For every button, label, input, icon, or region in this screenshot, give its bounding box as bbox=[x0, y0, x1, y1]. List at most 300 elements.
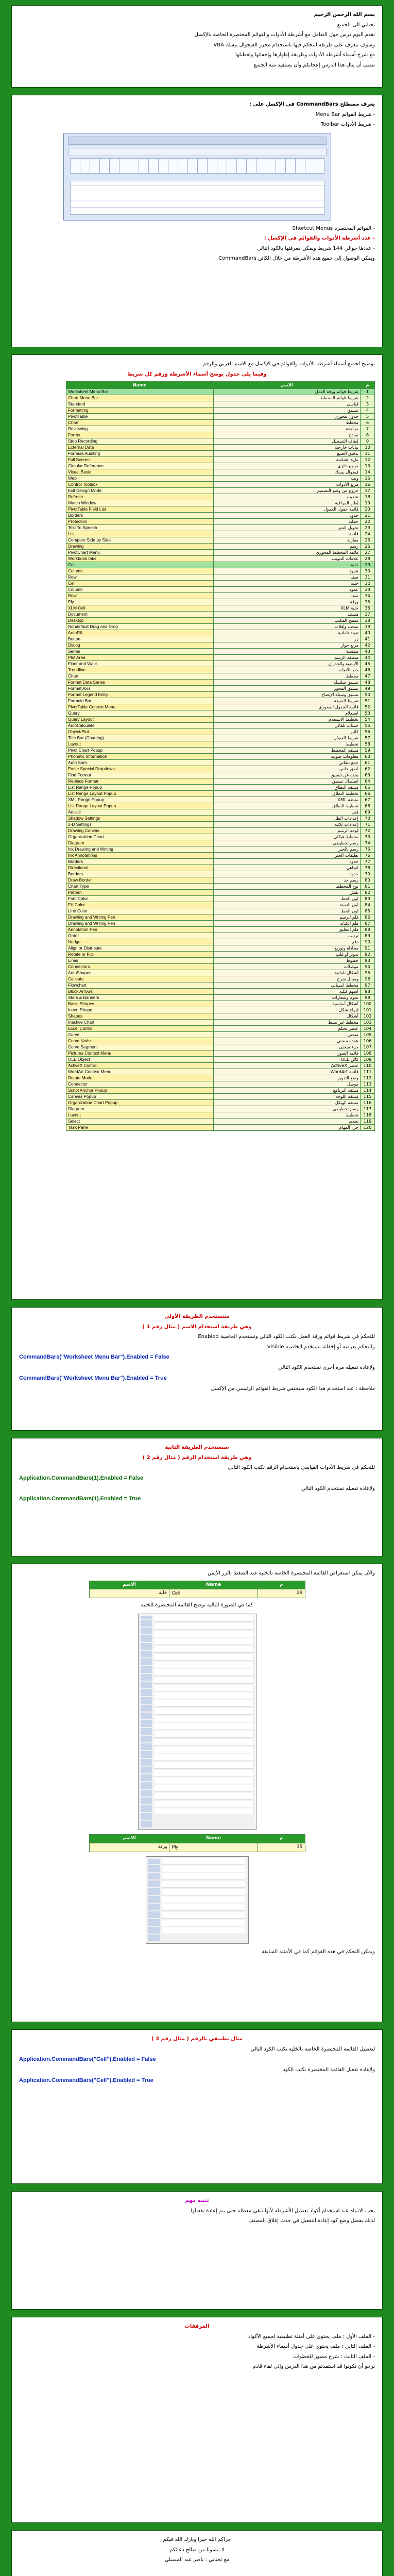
row-number: 13 bbox=[361, 463, 375, 469]
row-number: 12 bbox=[361, 457, 375, 463]
row-english-name: Compare Side by Side bbox=[66, 537, 214, 544]
row-number: 85 bbox=[361, 908, 375, 914]
row-english-name: Cell bbox=[66, 581, 214, 587]
menu-item-placeholder bbox=[154, 1808, 253, 1815]
row-english-name: Paste Special Dropdown bbox=[66, 766, 214, 772]
row-number: 89 bbox=[361, 933, 375, 939]
method3-code-2: Application.CommandBars("Cell").Enabled = True bbox=[19, 2077, 153, 2083]
table-row bbox=[66, 636, 375, 642]
row-english-name: Task Pane bbox=[66, 1125, 214, 1131]
row-english-name: Nudge bbox=[66, 939, 214, 945]
row-english-name: Borders bbox=[66, 513, 214, 519]
table-row bbox=[66, 568, 375, 574]
shortcut-intro: والآن يمكن استعراض القائمة المختصرة الخاصة بالخلية عند الضغط بالزر الأيمن bbox=[207, 1570, 375, 1576]
table-row bbox=[66, 1112, 375, 1118]
row-number: 57 bbox=[361, 735, 375, 741]
row-number: 30 bbox=[361, 568, 375, 574]
row-number: 19 bbox=[361, 500, 375, 506]
table-row bbox=[66, 525, 375, 531]
row-number: 42 bbox=[361, 642, 375, 649]
header-num: م bbox=[361, 382, 375, 389]
row-english-name: Inactive Chart bbox=[66, 1020, 214, 1026]
row-arabic-name: قلم الكتابة bbox=[213, 921, 361, 927]
table-row bbox=[66, 989, 375, 995]
row-english-name: Annotation Pen bbox=[66, 927, 214, 933]
row-english-name: Format Data Series bbox=[66, 680, 214, 686]
table-row bbox=[66, 519, 375, 525]
table-row bbox=[66, 401, 375, 408]
table-row bbox=[66, 1038, 375, 1044]
row-arabic-name: رسم بالحبر bbox=[213, 846, 361, 853]
row-number: 102 bbox=[361, 1013, 375, 1020]
row-arabic-name: تحديث bbox=[213, 494, 361, 500]
shortcut-caption: كما في الصورة التالية توضح القائمة المختصرة للخلية bbox=[141, 1602, 253, 1608]
row-english-name: Standard bbox=[66, 401, 214, 408]
row-english-name: Control Toolbox bbox=[66, 482, 214, 488]
row-number: 117 bbox=[361, 1106, 375, 1112]
menu-item-placeholder bbox=[154, 1785, 253, 1792]
names-table-block bbox=[11, 354, 383, 1300]
intro-line-1: نقدم اليوم درس حول التعامل مع أشرطة الأدوات والقوائم المختصرة الخاصة بالإكسل bbox=[194, 32, 375, 38]
row-english-name: Nondefault Drag and Drop bbox=[66, 624, 214, 630]
row-arabic-name: أشكال تلقائية bbox=[213, 970, 361, 976]
table-row bbox=[66, 717, 375, 723]
row-number: 101 bbox=[361, 1007, 375, 1013]
table-row bbox=[66, 426, 375, 432]
table-row bbox=[66, 624, 375, 630]
table-row bbox=[66, 544, 375, 550]
row-arabic-name: تحويل النص bbox=[213, 525, 361, 531]
row-english-name: Block Arrows bbox=[66, 989, 214, 995]
row-number: 110 bbox=[361, 1063, 375, 1069]
attachments-block bbox=[11, 2317, 383, 2523]
menu-item-placeholder bbox=[154, 1762, 253, 1769]
mini-header-num: م bbox=[258, 1581, 305, 1589]
menu-item-placeholder bbox=[154, 1638, 253, 1645]
menu-item-placeholder bbox=[162, 1889, 245, 1895]
row-arabic-name: خلية bbox=[213, 581, 361, 587]
row-number: 25 bbox=[361, 537, 375, 544]
row-number: 65 bbox=[361, 785, 375, 791]
table-row bbox=[66, 562, 375, 568]
table-cell: Ply bbox=[169, 1843, 258, 1852]
table-row bbox=[66, 902, 375, 908]
method3-desc2: ولإعادة تفعيل القائمة المختصرة نكتب الكود bbox=[283, 2067, 375, 2073]
table-row bbox=[66, 865, 375, 871]
row-english-name: Series bbox=[66, 649, 214, 655]
row-arabic-name: قائمة الجدول المحوري bbox=[213, 704, 361, 710]
row-english-name: Refresh bbox=[66, 494, 214, 500]
table-row bbox=[66, 463, 375, 469]
row-english-name: Rotate or Flip bbox=[66, 952, 214, 958]
table-row bbox=[66, 822, 375, 828]
row-arabic-name: سطح المكتب bbox=[213, 618, 361, 624]
row-arabic-name: لصق خاص bbox=[213, 766, 361, 772]
row-english-name: Diagram bbox=[66, 840, 214, 846]
row-english-name: PivotTable bbox=[66, 414, 214, 420]
table-row bbox=[66, 537, 375, 544]
row-english-name: Document bbox=[66, 612, 214, 618]
row-arabic-name: سحب وإفلات bbox=[213, 624, 361, 630]
row-english-name: Column bbox=[66, 587, 214, 593]
row-arabic-name: لون الخط bbox=[213, 896, 361, 902]
row-english-name: Find Format bbox=[66, 772, 214, 778]
menu-item-placeholder bbox=[162, 1896, 245, 1903]
table-row bbox=[66, 982, 375, 989]
row-arabic-name: مرجع دائري bbox=[213, 463, 361, 469]
row-number: 77 bbox=[361, 859, 375, 865]
row-english-name: Draw Border bbox=[66, 877, 214, 884]
row-english-name: Pivot Chart Popup bbox=[66, 748, 214, 754]
table-row bbox=[66, 1081, 375, 1088]
row-number: 98 bbox=[361, 989, 375, 995]
table-row bbox=[66, 1069, 375, 1075]
shortcut-note: ويمكن التحكم في هذه القوائم كما في الأمثلة السابقة bbox=[262, 1948, 375, 1955]
types-item-3: - القوائم المختصرة Shortcut Menus bbox=[292, 225, 375, 231]
table-row bbox=[66, 581, 375, 587]
row-english-name: Curve Node bbox=[66, 1038, 214, 1044]
table-row bbox=[66, 884, 375, 890]
row-number: 79 bbox=[361, 871, 375, 877]
table-row bbox=[66, 908, 375, 914]
row-english-name: List Range Popup bbox=[66, 785, 214, 791]
row-english-name: Font Color bbox=[66, 896, 214, 902]
menu-item-placeholder bbox=[154, 1754, 253, 1761]
row-number: 118 bbox=[361, 1112, 375, 1118]
row-english-name: Row bbox=[66, 574, 214, 581]
row-number: 99 bbox=[361, 995, 375, 1001]
row-number: 23 bbox=[361, 525, 375, 531]
row-number: 66 bbox=[361, 791, 375, 797]
row-arabic-name: مخطط غير نشط bbox=[213, 1020, 361, 1026]
row-arabic-name: حدود bbox=[213, 871, 361, 877]
table-row bbox=[66, 778, 375, 785]
row-arabic-name: خلية bbox=[213, 562, 361, 568]
row-english-name: Object/Plot bbox=[66, 729, 214, 735]
row-arabic-name: تخطيط النطاق bbox=[213, 803, 361, 809]
table-row bbox=[66, 791, 375, 797]
row-arabic-name: إيقاف التسجيل bbox=[213, 438, 361, 445]
row-arabic-name: تدقيق الصيغ bbox=[213, 451, 361, 457]
row-arabic-name: منبثقة XML bbox=[213, 797, 361, 803]
table-row bbox=[66, 1007, 375, 1013]
table-row bbox=[66, 871, 375, 877]
row-english-name: Stop Recording bbox=[66, 438, 214, 445]
basmala: بسم الله الرحمن الرحيم bbox=[314, 12, 375, 18]
row-number: 9 bbox=[361, 438, 375, 445]
row-arabic-name: بحث عن تنسيق bbox=[213, 772, 361, 778]
method2-code-1: Application.CommandBars(1).Enabled = False bbox=[19, 1475, 144, 1481]
row-number: 31 bbox=[361, 574, 375, 581]
row-english-name: Organization Chart Popup bbox=[66, 1100, 214, 1106]
menu-item-placeholder bbox=[154, 1700, 253, 1707]
table-row bbox=[66, 506, 375, 513]
row-number: 52 bbox=[361, 704, 375, 710]
row-english-name: Excel Control bbox=[66, 1026, 214, 1032]
row-english-name: Worksheet Menu Bar bbox=[66, 389, 214, 395]
row-arabic-name: مقارنة bbox=[213, 537, 361, 544]
row-arabic-name: مستند bbox=[213, 612, 361, 618]
row-arabic-name: تنسيق وسيلة الإيضاح bbox=[213, 692, 361, 698]
row-number: 81 bbox=[361, 884, 375, 890]
row-arabic-name: الأرضية والجدران bbox=[213, 661, 361, 667]
row-arabic-name: أشكال أساسية bbox=[213, 1001, 361, 1007]
row-number: 8 bbox=[361, 432, 375, 438]
row-number: 11 bbox=[361, 451, 375, 457]
row-number: 50 bbox=[361, 692, 375, 698]
method1-code-label: وللتحكم بعرضه أو إخفائه نستخدم الخاصية Visible bbox=[267, 1344, 375, 1350]
row-english-name: Borders bbox=[66, 859, 214, 865]
table-row bbox=[66, 939, 375, 945]
row-arabic-name: جزء منحنى bbox=[213, 1044, 361, 1050]
row-arabic-name: صف bbox=[213, 574, 361, 581]
row-number: 20 bbox=[361, 506, 375, 513]
row-arabic-name: عنصر ActiveX bbox=[213, 1063, 361, 1069]
row-english-name: Reviewing bbox=[66, 426, 214, 432]
row-number: 119 bbox=[361, 1118, 375, 1125]
method1-code-1: CommandBars("Worksheet Menu Bar").Enabled = False bbox=[19, 1354, 169, 1360]
table-row bbox=[66, 556, 375, 562]
row-number: 36 bbox=[361, 605, 375, 612]
row-number: 120 bbox=[361, 1125, 375, 1131]
row-arabic-name: ملء الشاشة bbox=[213, 457, 361, 463]
row-number: 34 bbox=[361, 593, 375, 599]
row-english-name: Organization Chart bbox=[66, 834, 214, 840]
row-english-name: Floor and Walls bbox=[66, 661, 214, 667]
attachment-item-2: - الملف الثاني : ملف يحتوي على جدول أسماء الأشرطة bbox=[256, 2344, 375, 2349]
row-arabic-name: نوع المخطط bbox=[213, 884, 361, 890]
table-row bbox=[66, 673, 375, 680]
row-english-name: Format Legend Entry bbox=[66, 692, 214, 698]
method2-desc: للتحكم في شريط الأدوات القياسي باستخدام الرقم نكتب الكود التالي bbox=[228, 1465, 375, 1470]
row-number: 39 bbox=[361, 624, 375, 630]
row-number: 49 bbox=[361, 686, 375, 692]
row-english-name: Query bbox=[66, 710, 214, 717]
attachments-title: المرفقات bbox=[184, 2324, 210, 2329]
row-number: 38 bbox=[361, 618, 375, 624]
row-english-name: Cell bbox=[66, 562, 214, 568]
row-number: 7 bbox=[361, 426, 375, 432]
row-arabic-name: نجوم وشعارات bbox=[213, 995, 361, 1001]
row-english-name: XML Range Popup bbox=[66, 797, 214, 803]
row-arabic-name: مخطط bbox=[213, 420, 361, 426]
row-english-name: Chart bbox=[66, 673, 214, 680]
warning-text: يجب الانتباه عند استخدام أكواد تعطيل الأشرطة لأنها تبقى معطلة حتى يتم إعادة تفعيلها bbox=[191, 2208, 375, 2214]
types-count: - عددها حوالي 144 شريط ويمكن معرفتها بالكود التالي bbox=[257, 245, 375, 251]
row-english-name: Ply bbox=[66, 599, 214, 605]
row-arabic-name: مخطط انسيابي bbox=[213, 982, 361, 989]
row-number: 37 bbox=[361, 612, 375, 618]
row-number: 73 bbox=[361, 834, 375, 840]
row-english-name: List Range Layout Popup bbox=[66, 803, 214, 809]
row-english-name: Plot Area bbox=[66, 655, 214, 661]
intro-line-2: وسوف نتعرف على طريقة التحكم فيها باستخدام محرر الفيجوال بيسك VBA bbox=[213, 42, 375, 48]
row-arabic-name: تخطيط bbox=[213, 1112, 361, 1118]
menu-item-placeholder bbox=[154, 1777, 253, 1784]
table-row bbox=[66, 1026, 375, 1032]
table-row bbox=[66, 735, 375, 741]
row-arabic-name: مخطط هيكلي bbox=[213, 834, 361, 840]
intro-block bbox=[11, 5, 383, 88]
row-number: 43 bbox=[361, 649, 375, 655]
row-english-name: Select bbox=[66, 1118, 214, 1125]
row-english-name: OLE Object bbox=[66, 1057, 214, 1063]
types-note: - عدد أشرطة الأدوات والقوائم في الإكسل : bbox=[264, 235, 375, 241]
table-row bbox=[66, 587, 375, 593]
row-number: 90 bbox=[361, 939, 375, 945]
row-arabic-name: تحديد bbox=[213, 1118, 361, 1125]
row-number: 93 bbox=[361, 958, 375, 964]
row-arabic-name: شريط الصيغة bbox=[213, 698, 361, 704]
table-row bbox=[66, 729, 375, 735]
row-english-name: Canvas Popup bbox=[66, 1094, 214, 1100]
row-arabic-name: كائن OLE bbox=[213, 1057, 361, 1063]
row-english-name: Dialog bbox=[66, 642, 214, 649]
table-row bbox=[66, 661, 375, 667]
ply-context-menu-screenshot bbox=[146, 1856, 249, 1944]
row-english-name: Drawing and Writing Pen bbox=[66, 914, 214, 921]
intro-line-3: مع شرح أسماء أشرطة الأدوات وطريقة إظهارها وإخفائها وتعطيلها bbox=[235, 52, 375, 58]
menu-item-placeholder bbox=[154, 1708, 253, 1715]
table-row bbox=[66, 772, 375, 778]
row-number: 116 bbox=[361, 1100, 375, 1106]
row-arabic-name: عمود bbox=[213, 587, 361, 593]
method1-subtitle: وهي طريقة استخدام الاسم ( مثال رقم 1 ) bbox=[142, 1324, 252, 1330]
types-item-2: - شريط الأدوات Toolbar bbox=[320, 122, 375, 127]
row-arabic-name: منبثقة المخطط bbox=[213, 748, 361, 754]
table-row bbox=[66, 754, 375, 760]
row-english-name: Curve Segment bbox=[66, 1044, 214, 1050]
row-english-name: PivotChart Menu bbox=[66, 550, 214, 556]
row-arabic-name: رسم bbox=[213, 544, 361, 550]
row-english-name: Artistic bbox=[66, 809, 214, 816]
row-arabic-name: دفع bbox=[213, 939, 361, 945]
row-number: 28 bbox=[361, 556, 375, 562]
menu-item-placeholder bbox=[162, 1881, 245, 1888]
row-number: 95 bbox=[361, 970, 375, 976]
menu-item-placeholder bbox=[154, 1739, 253, 1745]
row-number: 59 bbox=[361, 748, 375, 754]
table-row bbox=[66, 1044, 375, 1050]
table-row bbox=[66, 500, 375, 506]
method2-block bbox=[11, 1438, 383, 1556]
table-row bbox=[66, 859, 375, 865]
row-number: 60 bbox=[361, 754, 375, 760]
table-row bbox=[66, 748, 375, 754]
table-row bbox=[66, 890, 375, 896]
row-number: 40 bbox=[361, 630, 375, 636]
table-row bbox=[66, 395, 375, 401]
row-english-name: Circular Reference bbox=[66, 463, 214, 469]
row-english-name: Drawing and Writing Pen bbox=[66, 921, 214, 927]
row-number: 61 bbox=[361, 760, 375, 766]
row-english-name: Column bbox=[66, 568, 214, 574]
row-english-name: Full Screen bbox=[66, 457, 214, 463]
method3-desc1: لتعطيل القائمة المختصرة الخاصة بالخلية نكتب الكود التالي bbox=[250, 2046, 375, 2052]
mini-header-en: Name bbox=[169, 1834, 258, 1843]
row-english-name: Trendline bbox=[66, 667, 214, 673]
method1-code-2: CommandBars("Worksheet Menu Bar").Enabled = True bbox=[19, 1375, 167, 1381]
types-title: يعرف مصطلح CommandBars في الإكسل على : bbox=[249, 101, 375, 107]
row-arabic-name: علامات التبويب bbox=[213, 556, 361, 562]
menu-item-placeholder bbox=[162, 1912, 245, 1919]
shortcut-table-1 bbox=[89, 1581, 305, 1599]
method2-code-2: Application.CommandBars(1).Enabled = True bbox=[19, 1496, 141, 1502]
table-cell: ورقة bbox=[89, 1843, 169, 1852]
table-row bbox=[66, 958, 375, 964]
row-arabic-name: تنسيق سلسلة bbox=[213, 680, 361, 686]
method1-note: ملاحظة : عند استخدام هذا الكود سيختفي شريط القوائم الرئيسي من الإكسل bbox=[211, 1385, 375, 1392]
row-arabic-name: فيجوال بيسك bbox=[213, 469, 361, 476]
row-english-name: PivotTable Field List bbox=[66, 506, 214, 513]
row-arabic-name: منبثقة البرنامج bbox=[213, 1088, 361, 1094]
row-number: 68 bbox=[361, 803, 375, 809]
row-number: 75 bbox=[361, 846, 375, 853]
row-number: 18 bbox=[361, 494, 375, 500]
method2-subtitle: وهي طريقة استخدام الرقم ( مثال رقم 2 ) bbox=[142, 1454, 252, 1461]
table-row bbox=[66, 741, 375, 748]
row-arabic-name: ويب bbox=[213, 476, 361, 482]
row-english-name: Ink Drawing and Writing bbox=[66, 846, 214, 853]
row-arabic-name: مخطط bbox=[213, 673, 361, 680]
table-row bbox=[66, 927, 375, 933]
row-number: 64 bbox=[361, 778, 375, 785]
table-row bbox=[66, 797, 375, 803]
method1-block bbox=[11, 1307, 383, 1431]
row-arabic-name: عقدة منحنى bbox=[213, 1038, 361, 1044]
table-row bbox=[66, 451, 375, 457]
method3-code-1: Application.CommandBars("Cell").Enabled = False bbox=[19, 2056, 156, 2062]
menu-item-placeholder bbox=[154, 1654, 253, 1660]
row-arabic-name: قائمة حقول الجدول bbox=[213, 506, 361, 513]
greeting: تحياتي الى الجميع bbox=[337, 22, 375, 28]
table-row bbox=[66, 432, 375, 438]
table-row bbox=[66, 785, 375, 791]
row-english-name: Connector bbox=[66, 1081, 214, 1088]
row-arabic-name: رسم حد bbox=[213, 877, 361, 884]
attachment-item-1: - الملف الأول : ملف يحتوي على أمثلة تطبيقية لجميع الأكواد bbox=[248, 2333, 375, 2340]
row-number: 63 bbox=[361, 772, 375, 778]
row-english-name: Query Layout bbox=[66, 717, 214, 723]
row-english-name: Visual Basic bbox=[66, 469, 214, 476]
table-row bbox=[66, 1125, 375, 1131]
table-row bbox=[66, 914, 375, 921]
row-english-name: XLM Cell bbox=[66, 605, 214, 612]
row-arabic-name: تخطيط bbox=[213, 741, 361, 748]
row-number: 78 bbox=[361, 865, 375, 871]
excel-toolbar-screenshot bbox=[63, 133, 331, 221]
row-english-name: Rotate Mode bbox=[66, 1075, 214, 1081]
row-english-name: Basic Shapes bbox=[66, 1001, 214, 1007]
table-row bbox=[66, 469, 375, 476]
row-number: 17 bbox=[361, 488, 375, 494]
row-arabic-name: معلومات صوتية bbox=[213, 754, 361, 760]
row-arabic-name: خروج من وضع التصميم bbox=[213, 488, 361, 494]
row-arabic-name: استبدال تنسيق bbox=[213, 778, 361, 785]
menu-item-placeholder bbox=[154, 1615, 253, 1622]
row-number: 6 bbox=[361, 420, 375, 426]
row-arabic-name: جدول محوري bbox=[213, 414, 361, 420]
row-arabic-name: حساب تلقائي bbox=[213, 723, 361, 729]
row-arabic-name: مربع حوار bbox=[213, 642, 361, 649]
table-row bbox=[66, 1001, 375, 1007]
row-arabic-name: صف bbox=[213, 593, 361, 599]
warning-title: تنبيه مهم bbox=[185, 2198, 209, 2204]
menu-item-placeholder bbox=[154, 1662, 253, 1668]
row-number: 51 bbox=[361, 698, 375, 704]
table-row bbox=[66, 766, 375, 772]
menu-item-placeholder bbox=[154, 1677, 253, 1684]
